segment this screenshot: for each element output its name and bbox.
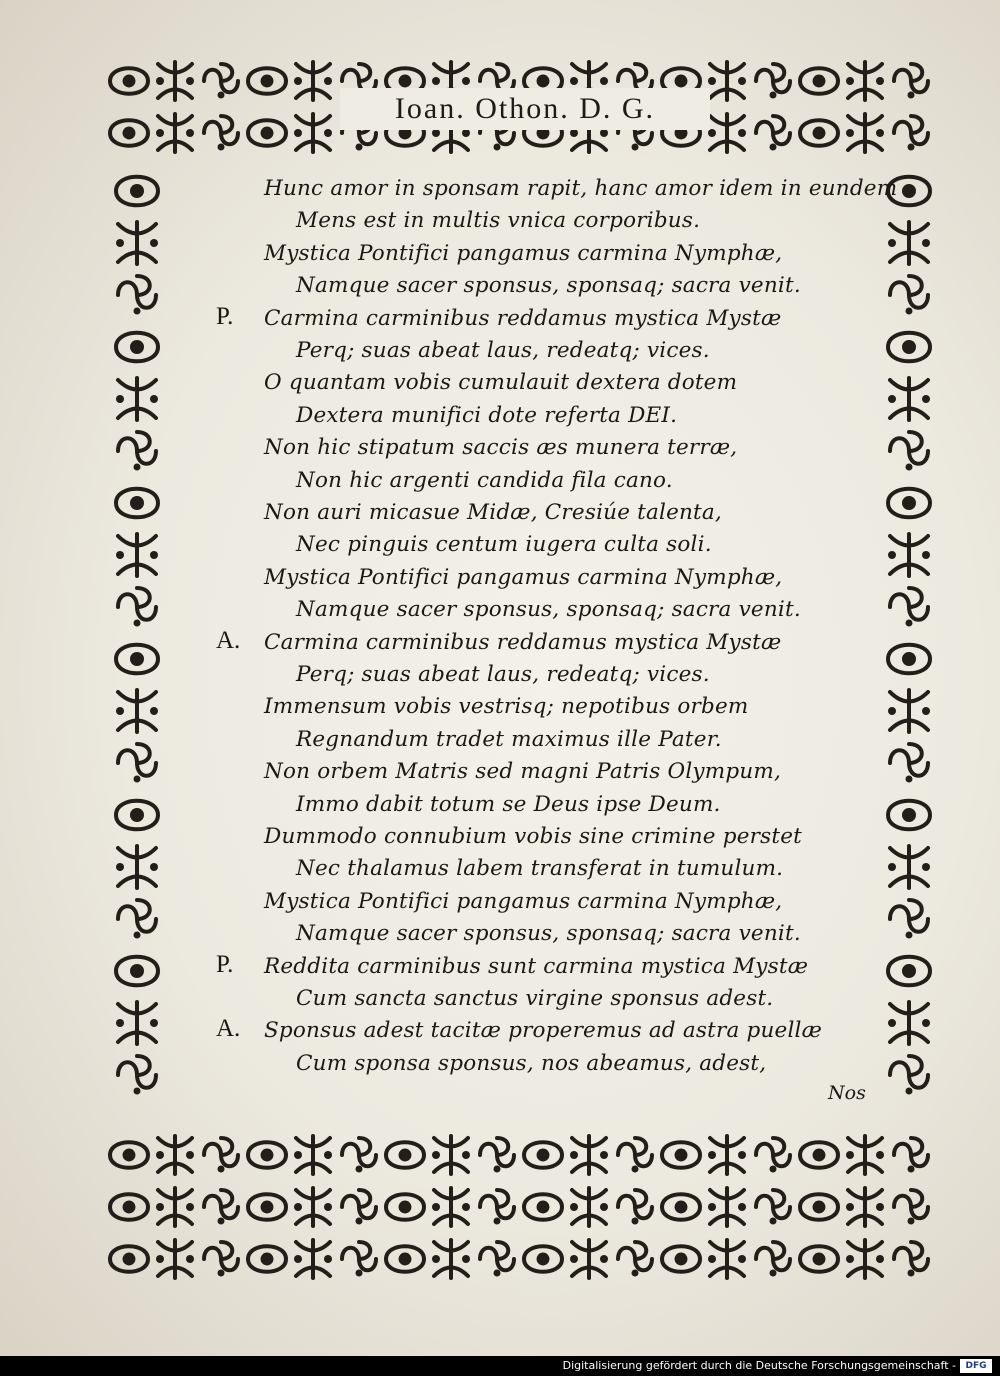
verse-line: Namque sacer sponsus, sponsaq; sacra venit.	[296, 273, 801, 299]
verse-line: Dummodo connubium vobis sine crimine perstet	[264, 824, 802, 849]
verse-line: Nec pinguis centum iugera culta soli.	[296, 532, 712, 558]
verse-line: Regnandum tradet maximus ille Pater.	[296, 726, 722, 752]
verse-line: Carmina carminibus reddamus mystica Mystæ	[264, 629, 782, 655]
footer-credit: Digitalisierung gefördert durch die Deutsche Forschungsgemeinschaft -	[562, 1359, 956, 1372]
speaker-label: A.	[216, 1015, 241, 1043]
verse-line: Perq; suas abeat laus, redeatq; vices.	[296, 662, 710, 687]
verse-line: Mens est in multis vnica corporibus.	[296, 208, 701, 234]
verse-line: Mystica Pontifici pangamus carmina Nymphæ,	[264, 240, 783, 266]
verse-line: Immensum vobis vestrisq; nepotibus orbem	[264, 694, 749, 720]
speaker-label: P.	[216, 302, 234, 330]
verse-line: Immo dabit totum se Deus ipse Deum.	[296, 791, 721, 817]
verse-line: Mystica Pontifici pangamus carmina Nymphæ,	[264, 888, 783, 914]
verse-line: Namque sacer sponsus, sponsaq; sacra venit.	[296, 921, 801, 947]
verse-line: Namque sacer sponsus, sponsaq; sacra venit.	[296, 597, 801, 623]
speaker-label: P.	[216, 950, 234, 978]
verse-line: O quantam vobis cumulauit dextera dotem	[264, 370, 738, 396]
verse-line: Non hic argenti candida fila cano.	[296, 467, 673, 493]
speaker-label: A.	[216, 626, 241, 654]
verse-line: Dextera munifici dote referta DEI.	[296, 402, 678, 428]
verse-line: Cum sponsa sponsus, nos abeamus, adest,	[296, 1050, 767, 1076]
verse-line: Perq; suas abeat laus, redeatq; vices.	[296, 338, 710, 363]
running-head	[340, 88, 710, 130]
verse-line: Sponsus adest tacitæ properemus ad astra puellæ	[264, 1018, 823, 1044]
verse-line: Cum sancta sanctus virgine sponsus adest.	[296, 986, 774, 1011]
verse-line: Nec thalamus labem transferat in tumulum.	[296, 856, 784, 882]
verse-line: Carmina carminibus reddamus mystica Mystæ	[264, 305, 782, 331]
verse-line: Non auri micasue Midæ, Cresiúe talenta,	[264, 500, 722, 525]
verse-line: Non orbem Matris sed magni Patris Olympum,	[264, 759, 781, 785]
verse-line: Hunc amor in sponsam rapit, hanc amor idem in eundem	[264, 176, 898, 201]
verse-line: Mystica Pontifici pangamus carmina Nymphæ,	[264, 564, 783, 590]
verse-line: Reddita carminibus sunt carmina mystica Mystæ	[264, 953, 809, 979]
dfg-logo: DFG	[960, 1359, 992, 1373]
running-head-text: Ioan. Othon. D. G.	[394, 92, 656, 125]
catchword: Nos	[828, 1082, 866, 1104]
verse-line: Non hic stipatum saccis æs munera terræ,	[264, 435, 738, 461]
